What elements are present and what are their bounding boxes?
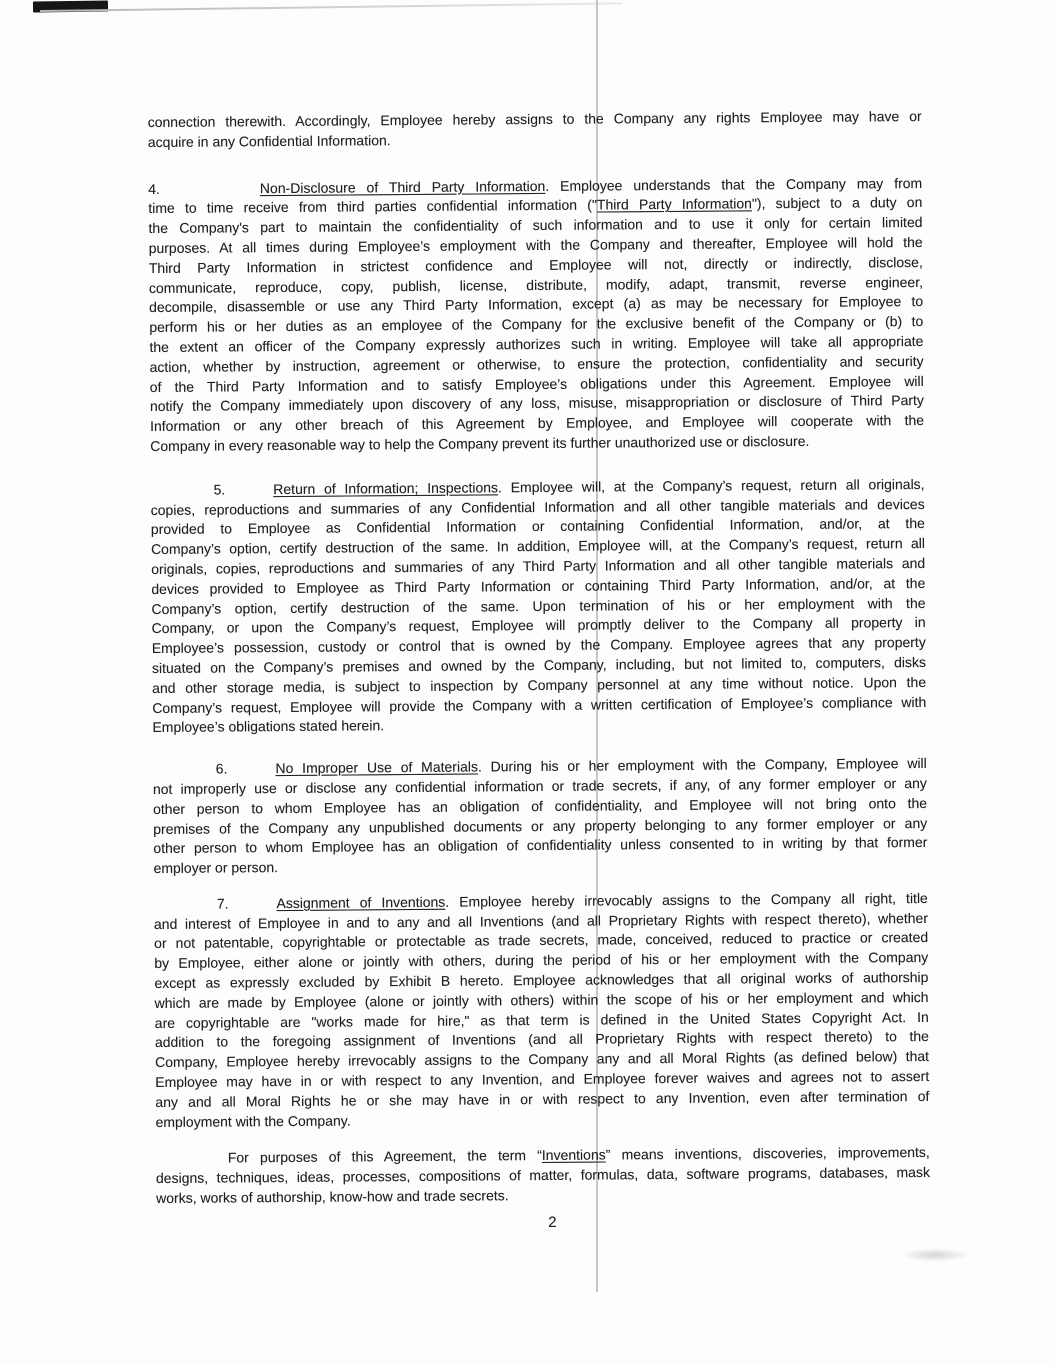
text-line: any and all Moral Rights he or she may have in or with respect to any Invention, even after termination of bbox=[155, 1087, 930, 1110]
text-line: works, works of authorship, know-how and trade secrets. bbox=[156, 1187, 509, 1207]
text-line: are copyrightable are "works made for hire," as that term is defined in the United States Copyright Act. In bbox=[154, 1008, 929, 1031]
text-line: Company’s option, certify destruction of the same. In addition, Employee will, at the Company’s request, return all bbox=[150, 535, 926, 558]
text-line: other person to whom Employee has an obligation of confidentiality unless consented to in writing by that former bbox=[153, 834, 928, 857]
text-line: purposes. At all times during Employee’s employment with the Company and thereafter, Employee will hold the bbox=[148, 233, 923, 257]
text-line: For purposes of this Agreement, the term “Inventions” means inventions, discoveries, improvements, bbox=[227, 1144, 930, 1166]
scan-artifact-smudge bbox=[900, 1248, 970, 1262]
text-line: except as expressly excluded by Exhibit B hereto. Employee acknowledges that all original works of authorship bbox=[154, 969, 929, 992]
text-line: Employee may have in or with respect to any Invention, and Employee forever waives and agrees not to assert bbox=[155, 1068, 930, 1091]
text-line: the Company's part to maintain the confidentiality of such information and to use it only for certain limited bbox=[148, 214, 923, 237]
text-line: which are made by Employee (alone or jointly with others) within the scope of his or her employment and which bbox=[154, 988, 929, 1011]
text-line: perform his or her duties as an employee of the Company for the exclusive benefit of the Company or (b) to bbox=[149, 313, 924, 336]
text-line: communicate, reproduce, copy, publish, license, distribute, modify, adapt, transmit, reverse engineer, bbox=[148, 273, 924, 296]
document-text-block bbox=[148, 107, 931, 1236]
text-line: employment with the Company. bbox=[155, 1112, 351, 1130]
text-line: 5. Return of Information; Inspections. Employee will, at the Company’s request, return all originals, bbox=[213, 475, 925, 498]
text-line: connection therewith. Accordingly, Employee hereby assigns to the Company any rights Employee may have or bbox=[147, 107, 922, 131]
text-line: 6. No Improper Use of Materials. During his or her employment with the Company, Employee will bbox=[215, 755, 927, 777]
text-line: and interest of Employee in and to any and all Inventions (and all Proprietary Rights with respect thereto), whether bbox=[153, 909, 929, 932]
text-line: 4. Non-Disclosure of Third Party Information. Employee understands that the Company may from bbox=[148, 174, 923, 197]
text-line: Employee’s obligations stated herein. bbox=[152, 717, 385, 736]
text-line: of the Third Party Information and to satisfy Employee’s obligations under this Agreement. Employee will bbox=[149, 372, 924, 395]
page-number: 2 bbox=[548, 1213, 557, 1231]
text-line: Company, Employee hereby irrevocably assigns to the Company any and all Moral Rights (as defined below) that bbox=[154, 1048, 930, 1071]
text-line: action, whether by instruction, agreement or otherwise, to ensure the protection, confidentiality and security bbox=[149, 352, 924, 375]
text-line: Company in every reasonable way to help the Company prevent its further unauthorized use or disclosure. bbox=[150, 432, 810, 454]
text-line: time to time receive from third parties confidential information ("Third Party Information"), subject to a duty on bbox=[148, 194, 923, 217]
text-line: or not patentable, copyrightable or protectable as trade secrets, made, conceived, reduced to practice or created bbox=[154, 929, 929, 952]
scan-artifact-diagonal-line bbox=[40, 2, 622, 12]
text-line: Employee’s possession, custody or control that is owned by the Company. Employee agrees that any property bbox=[151, 634, 926, 657]
text-line: employer or person. bbox=[153, 859, 279, 877]
text-line: the extent an officer of the Company expressly authorizes such in writing. Employee will take all appropriate bbox=[149, 332, 924, 356]
text-line: decompile, disassemble or use any Third Party Information, except (a) as may be necessary for Employee to bbox=[149, 293, 924, 316]
text-line: Company, or upon the Company’s request, Employee will promptly deliver to the Company all property in bbox=[151, 614, 926, 637]
text-line: premises of the Company any unpublished documents or any property belonging to any former employer or any bbox=[153, 814, 928, 837]
paragraph-section-6-no-improper-use-of-materials bbox=[153, 754, 928, 879]
paragraph-section-5-return-of-information-inspections bbox=[150, 475, 926, 738]
text-line: situated on the Company’s premises and owned by the Company, including, but not limited to, computers, disks bbox=[151, 653, 927, 676]
text-line: copies, reproductions and summaries of any Confidential Information and all other tangible materials and devices bbox=[150, 495, 925, 518]
text-line: by Employee, either alone or jointly with others, during the period of his or her employment with the Company bbox=[154, 949, 929, 972]
text-line: 7. Assignment of Inventions. Employee hereby irrevocably assigns to the Company all right, title bbox=[216, 889, 928, 912]
paragraph-inventions-definition bbox=[156, 1143, 930, 1208]
text-line: acquire in any Confidential Information. bbox=[147, 131, 391, 150]
text-line: Company’s option, certify destruction of the same. Upon termination of his or her employment with the bbox=[151, 594, 926, 617]
text-line: not improperly use or disclose any confidential information or trade secrets, if any, of any former employer or any bbox=[152, 774, 927, 797]
paragraph-section-7-assignment-of-inventions bbox=[154, 889, 930, 1133]
text-line: provided to Employee as Confidential Information or containing Confidential Information, and/or, at the bbox=[150, 515, 925, 538]
text-line: Third Party Information in strictest confidence and Employee will not, directly or indirectly, disclose, bbox=[148, 253, 923, 276]
text-line: devices provided to Employee as Third Party Information or containing Third Party Information, and/or, at the bbox=[151, 574, 926, 597]
paragraph-section-4-non-disclosure-of-third-party-information bbox=[148, 174, 924, 457]
text-line: other person to whom Employee has an obligation of confidentiality, and Employee will not bring onto the bbox=[153, 794, 928, 817]
text-line: notify the Company immediately upon discovery of any loss, misuse, misappropriation or disclosure of Third Party bbox=[149, 392, 924, 415]
text-line: Information or any other breach of this Agreement by Employee, and Employee will cooperate with the bbox=[150, 412, 925, 435]
text-line: originals, copies, reproductions and summaries of any Third Party Information and all other tangible materials and bbox=[151, 554, 926, 577]
document-body bbox=[148, 107, 931, 1209]
text-line: Company’s request, Employee will provide the Company with a written certification of Employee’s compliance with bbox=[152, 693, 927, 716]
text-line: and other storage media, is subject to inspection by Company personnel at any time without notice. Upon the bbox=[152, 673, 927, 696]
paragraph-intro-continuation bbox=[148, 107, 922, 153]
text-line: designs, techniques, ideas, processes, compositions of matter, formulas, data, software programs, databases, mask bbox=[155, 1164, 931, 1187]
text-line: addition to the foregoing assignment of Inventions (and all Proprietary Rights with respect thereto) to the bbox=[154, 1028, 929, 1051]
